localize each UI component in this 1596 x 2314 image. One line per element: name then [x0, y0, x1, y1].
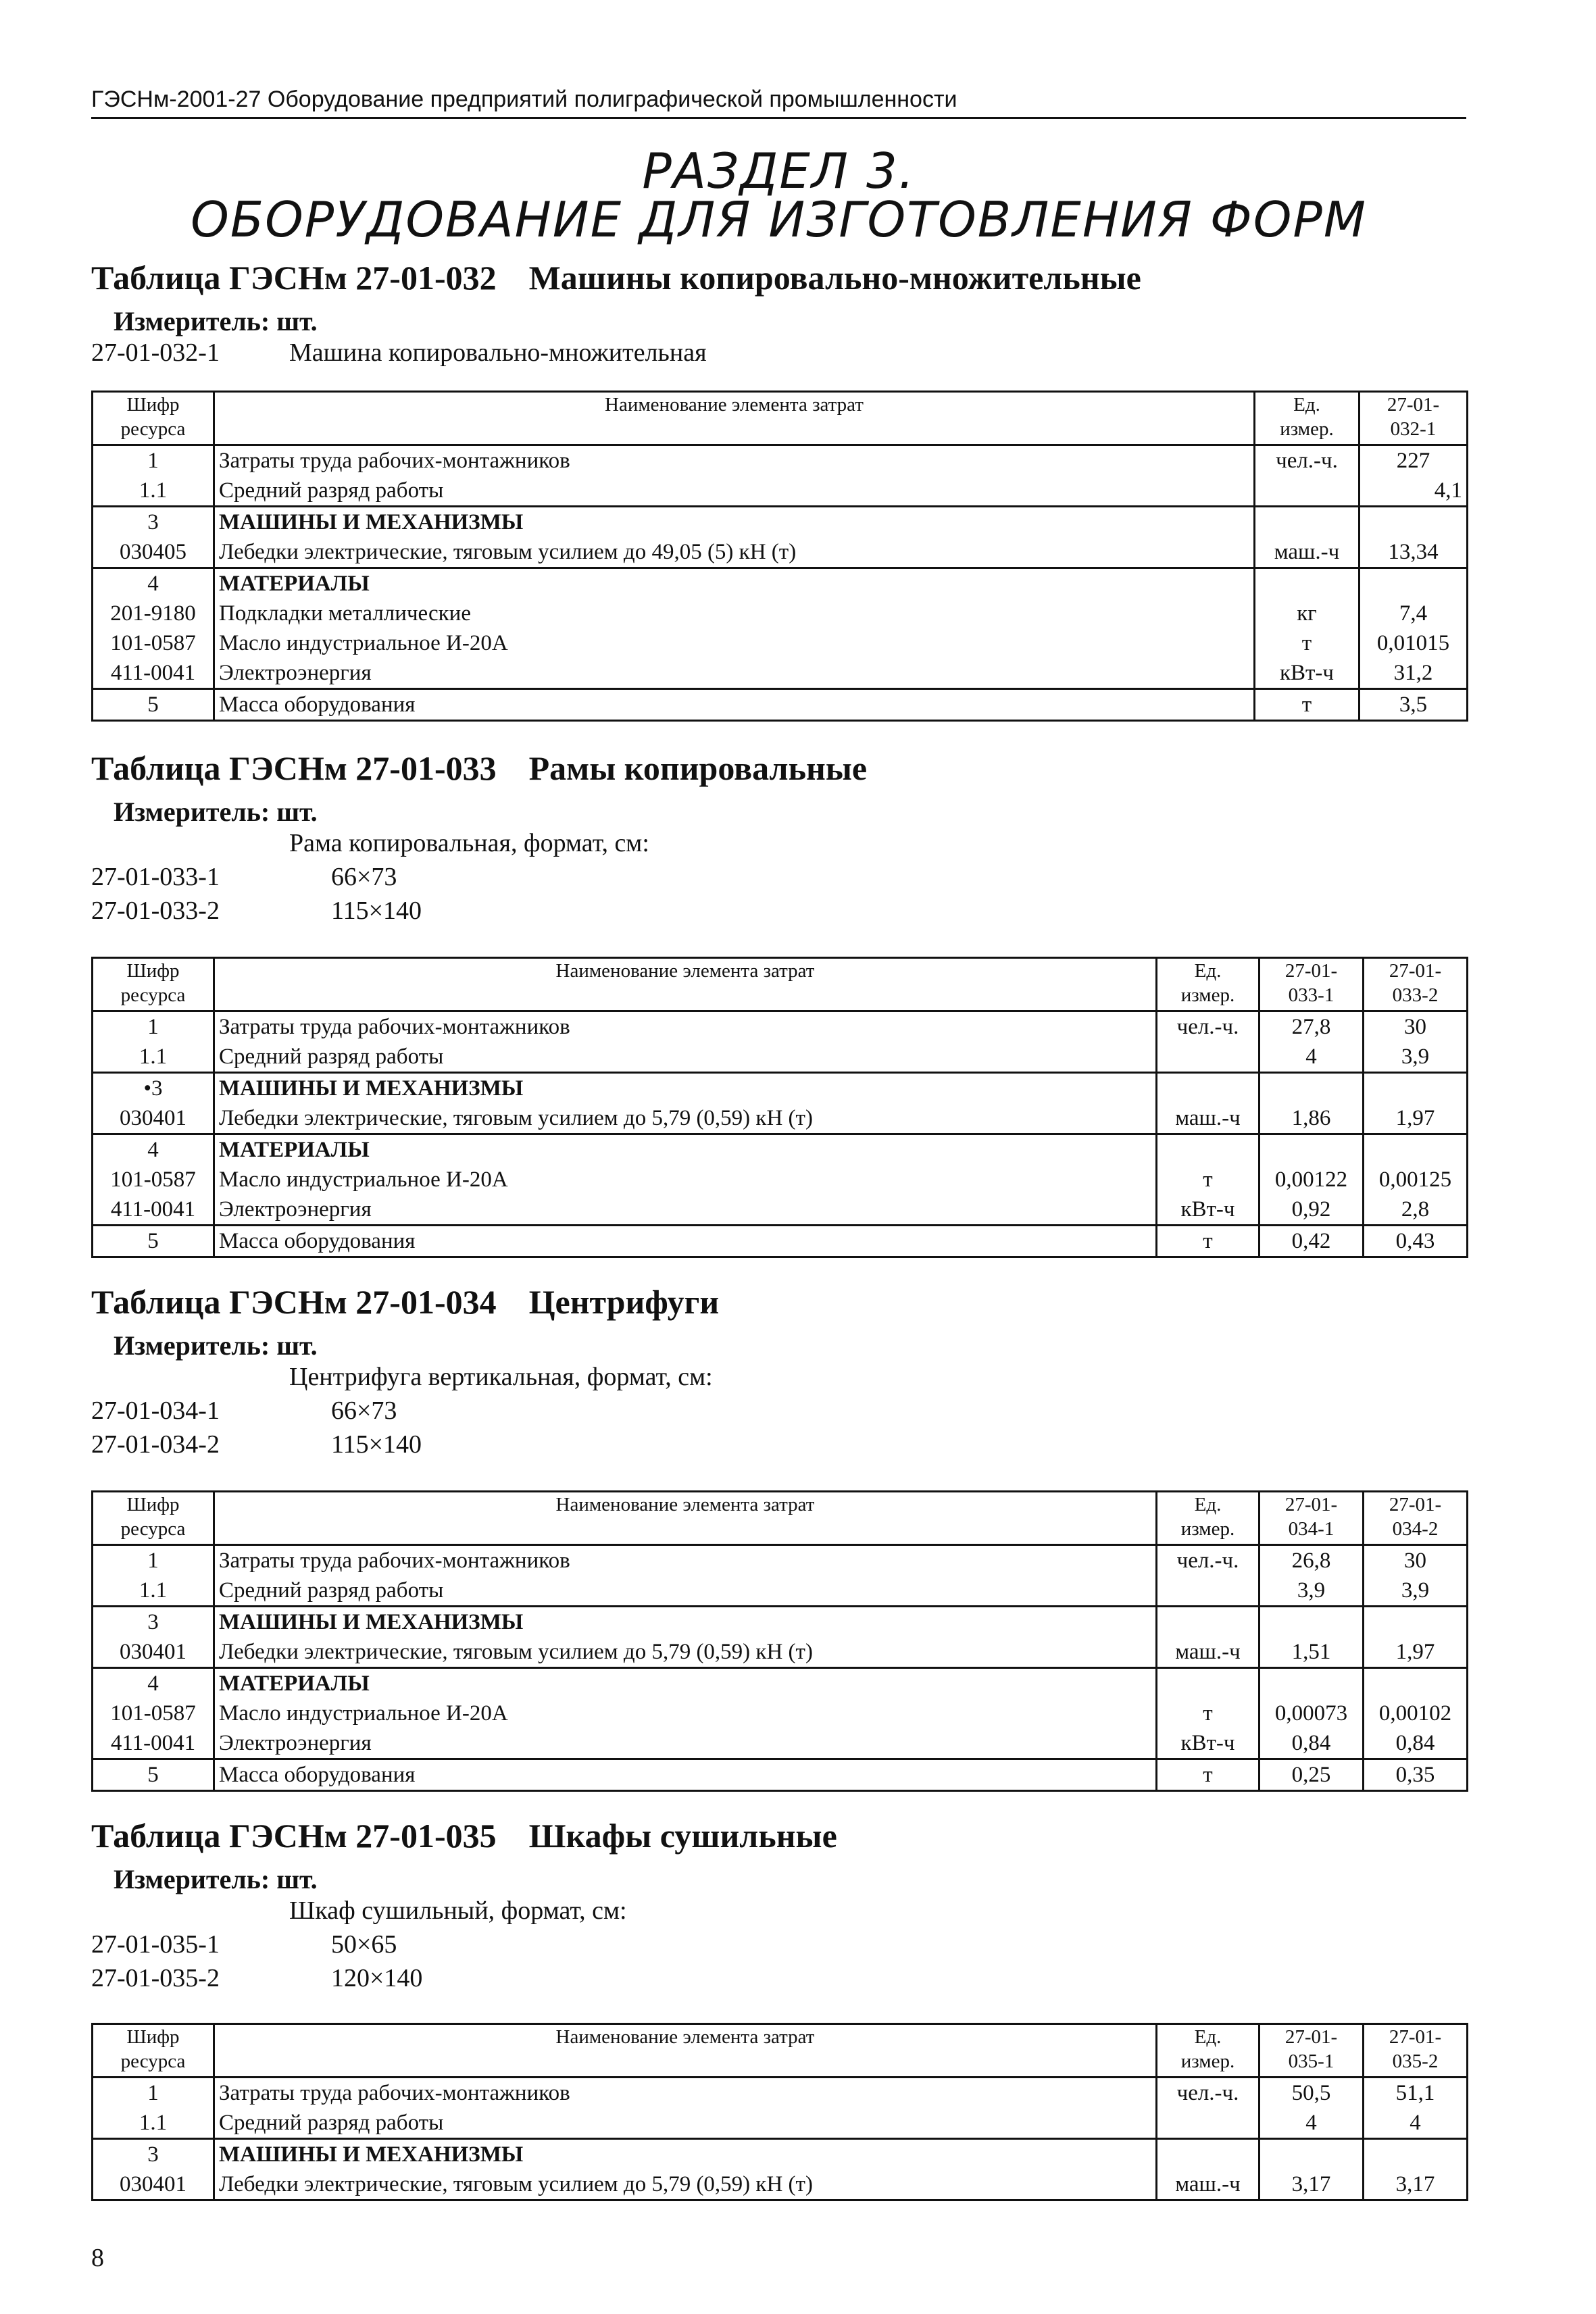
item-name: 115×140: [331, 1430, 422, 1459]
row-value: [1360, 507, 1468, 538]
table-heading: [91, 1282, 719, 1322]
row-value: 50,5: [1260, 2078, 1364, 2109]
row-name: Затраты труда рабочих-монтажников: [214, 2078, 1157, 2109]
row-unit: [1157, 1576, 1260, 1607]
row-value: 0,25: [1260, 1759, 1364, 1791]
table-row: [93, 689, 1468, 721]
header-unit: Ед. измер.: [1157, 2024, 1260, 2078]
table-id: Таблица ГЭСНм 27-01-032: [91, 259, 497, 297]
table-row: [93, 1073, 1468, 1104]
row-unit: [1157, 1668, 1260, 1699]
row-name: Средний разряд работы: [214, 2108, 1157, 2139]
table-row: [93, 1728, 1468, 1759]
table-id: Таблица ГЭСНм 27-01-035: [91, 1817, 497, 1855]
row-name: Средний разряд работы: [214, 1042, 1157, 1073]
table-heading: [91, 258, 1141, 297]
header-unit: Ед. измер.: [1157, 958, 1260, 1011]
row-name: МАШИНЫ И МЕХАНИЗМЫ: [214, 1607, 1157, 1638]
row-unit: кг: [1255, 599, 1360, 628]
item-description: Шкаф сушильный, формат, см:: [289, 1896, 627, 1925]
running-head: ГЭСНм-2001-27 Оборудование предприятий полиграфической промышленности: [91, 86, 1466, 119]
row-code: 4: [93, 568, 214, 599]
row-code: 3: [93, 507, 214, 538]
row-unit: чел.-ч.: [1157, 1011, 1260, 1042]
row-value: 26,8: [1260, 1545, 1364, 1576]
row-code: 1.1: [93, 1042, 214, 1073]
item-name: 115×140: [331, 897, 422, 925]
norm-table-032: [91, 391, 1468, 722]
table-row: [93, 445, 1468, 476]
header-code: Шифр ресурса: [93, 958, 214, 1011]
row-unit: маш.-ч: [1157, 1637, 1260, 1668]
item-code: 27-01-032-1: [91, 338, 220, 367]
row-code: 1.1: [93, 1576, 214, 1607]
row-code: 101-0587: [93, 628, 214, 658]
table-row: [93, 1668, 1468, 1699]
row-name: Средний разряд работы: [214, 1576, 1157, 1607]
row-unit: [1157, 2139, 1260, 2170]
table-row: [93, 1194, 1468, 1226]
row-unit: [1157, 1134, 1260, 1165]
item-name: 120×140: [331, 1964, 423, 1992]
row-name: Средний разряд работы: [214, 476, 1255, 507]
header-norm: 27-01- 035-2: [1364, 2024, 1468, 2078]
row-unit: чел.-ч.: [1157, 1545, 1260, 1576]
row-name: Масса оборудования: [214, 1226, 1157, 1257]
row-code: 201-9180: [93, 599, 214, 628]
row-code: 5: [93, 1226, 214, 1257]
row-unit: т: [1157, 1165, 1260, 1194]
row-value: 0,43: [1364, 1226, 1468, 1257]
row-unit: [1157, 2108, 1260, 2139]
header-norm: 27-01- 032-1: [1360, 392, 1468, 445]
row-value: 3,9: [1364, 1042, 1468, 1073]
row-value: 0,35: [1364, 1759, 1468, 1791]
item-code: 27-01-033-2: [91, 897, 220, 925]
row-value: 51,1: [1364, 2078, 1468, 2109]
row-code: 1: [93, 1011, 214, 1042]
row-unit: маш.-ч: [1255, 537, 1360, 568]
row-name: Масса оборудования: [214, 1759, 1157, 1791]
table-row: [93, 1759, 1468, 1791]
row-value: 4: [1260, 1042, 1364, 1073]
table-row: [93, 1226, 1468, 1257]
item-description: Рама копировальная, формат, см:: [289, 829, 649, 857]
table-row: [93, 1576, 1468, 1607]
meter-label: Измеритель: шт.: [114, 1864, 318, 1894]
row-value: 0,84: [1260, 1728, 1364, 1759]
row-value: 31,2: [1360, 658, 1468, 689]
row-value: 3,9: [1260, 1576, 1364, 1607]
row-value: 0,00102: [1364, 1699, 1468, 1728]
table-row: [93, 1607, 1468, 1638]
table-row: [93, 476, 1468, 507]
row-value: 2,8: [1364, 1194, 1468, 1226]
table-header-row: [93, 2024, 1468, 2078]
row-code: 3: [93, 1607, 214, 1638]
table-title: Рамы копировальные: [528, 749, 868, 787]
row-code: •3: [93, 1073, 214, 1104]
header-name: Наименование элемента затрат: [214, 958, 1157, 1011]
row-value: 4: [1364, 2108, 1468, 2139]
row-value: 1,97: [1364, 1637, 1468, 1668]
row-unit: [1157, 1073, 1260, 1104]
header-code: Шифр ресурса: [93, 2024, 214, 2078]
table-header-row: [93, 958, 1468, 1011]
row-value: 30: [1364, 1011, 1468, 1042]
row-unit: [1157, 1042, 1260, 1073]
row-value: [1364, 1668, 1468, 1699]
row-code: 411-0041: [93, 1194, 214, 1226]
table-row: [93, 2108, 1468, 2139]
row-unit: [1255, 476, 1360, 507]
header-norm: 27-01- 034-2: [1364, 1492, 1468, 1545]
row-unit: маш.-ч: [1157, 1103, 1260, 1134]
table-row: [93, 1637, 1468, 1668]
table-row: [93, 568, 1468, 599]
row-name: Затраты труда рабочих-монтажников: [214, 1545, 1157, 1576]
header-norm: 27-01- 033-2: [1364, 958, 1468, 1011]
table-id: Таблица ГЭСНм 27-01-033: [91, 749, 497, 787]
row-value: 3,5: [1360, 689, 1468, 721]
row-code: 1: [93, 445, 214, 476]
table-header-row: [93, 1492, 1468, 1545]
header-norm: 27-01- 034-1: [1260, 1492, 1364, 1545]
row-code: 030401: [93, 1103, 214, 1134]
table-row: [93, 2139, 1468, 2170]
row-code: 030401: [93, 2169, 214, 2200]
row-value: [1364, 1134, 1468, 1165]
table-row: [93, 658, 1468, 689]
table-row: [93, 1042, 1468, 1073]
row-value: 3,17: [1260, 2169, 1364, 2200]
row-code: 5: [93, 689, 214, 721]
row-code: 030405: [93, 537, 214, 568]
row-value: [1260, 2139, 1364, 2170]
header-code: Шифр ресурса: [93, 1492, 214, 1545]
row-name: Подкладки металлические: [214, 599, 1255, 628]
meter-label: Измеритель: шт.: [114, 797, 318, 827]
item-code: 27-01-035-2: [91, 1964, 220, 1992]
section-title-line1: РАЗДЕЛ 3.: [642, 143, 916, 199]
row-value: 1,97: [1364, 1103, 1468, 1134]
table-row: [93, 2169, 1468, 2200]
page-number: 8: [91, 2244, 104, 2272]
row-name: МАТЕРИАЛЫ: [214, 568, 1255, 599]
header-norm: 27-01- 033-1: [1260, 958, 1364, 1011]
header-unit: Ед. измер.: [1157, 1492, 1260, 1545]
header-unit: Ед. измер.: [1255, 392, 1360, 445]
table-row: [93, 1545, 1468, 1576]
table-heading: [91, 1816, 837, 1855]
item-description: Центрифуга вертикальная, формат, см:: [289, 1363, 713, 1391]
row-value: [1364, 2139, 1468, 2170]
item-name: 66×73: [331, 863, 397, 891]
row-unit: кВт-ч: [1157, 1728, 1260, 1759]
row-name: Лебедки электрические, тяговым усилием до 5,79 (0,59) кН (т): [214, 2169, 1157, 2200]
header-code: Шифр ресурса: [93, 392, 214, 445]
row-name: Электроэнергия: [214, 1194, 1157, 1226]
table-row: [93, 1699, 1468, 1728]
item-code: 27-01-034-2: [91, 1430, 220, 1459]
row-value: 0,01015: [1360, 628, 1468, 658]
row-value: 30: [1364, 1545, 1468, 1576]
table-row: [93, 628, 1468, 658]
table-heading: [91, 749, 867, 788]
row-value: 3,17: [1364, 2169, 1468, 2200]
row-name: МАТЕРИАЛЫ: [214, 1134, 1157, 1165]
row-unit: [1255, 507, 1360, 538]
row-name: МАШИНЫ И МЕХАНИЗМЫ: [214, 507, 1255, 538]
row-name: Лебедки электрические, тяговым усилием до 49,05 (5) кН (т): [214, 537, 1255, 568]
item-code: 27-01-033-1: [91, 863, 220, 891]
row-name: Лебедки электрические, тяговым усилием до 5,79 (0,59) кН (т): [214, 1637, 1157, 1668]
header-name: Наименование элемента затрат: [214, 1492, 1157, 1545]
meter-label: Измеритель: шт.: [114, 1330, 318, 1361]
row-unit: чел.-ч.: [1255, 445, 1360, 476]
row-unit: кВт-ч: [1157, 1194, 1260, 1226]
row-unit: т: [1255, 628, 1360, 658]
row-code: 101-0587: [93, 1165, 214, 1194]
meter-label: Измеритель: шт.: [114, 306, 318, 336]
table-row: [93, 507, 1468, 538]
row-name: МАШИНЫ И МЕХАНИЗМЫ: [214, 1073, 1157, 1104]
norm-table-034: [91, 1490, 1468, 1792]
row-name: Масса оборудования: [214, 689, 1255, 721]
row-value: 0,42: [1260, 1226, 1364, 1257]
table-row: [93, 599, 1468, 628]
row-unit: т: [1255, 689, 1360, 721]
row-value: 0,92: [1260, 1194, 1364, 1226]
row-unit: [1157, 1607, 1260, 1638]
row-value: [1360, 568, 1468, 599]
row-value: [1260, 1073, 1364, 1104]
row-name: МАТЕРИАЛЫ: [214, 1668, 1157, 1699]
table-row: [93, 2078, 1468, 2109]
row-code: 4: [93, 1134, 214, 1165]
row-unit: кВт-ч: [1255, 658, 1360, 689]
row-value: 27,8: [1260, 1011, 1364, 1042]
table-row: [93, 537, 1468, 568]
norm-table-035: [91, 2023, 1468, 2201]
row-value: 0,00125: [1364, 1165, 1468, 1194]
header-norm: 27-01- 035-1: [1260, 2024, 1364, 2078]
table-row: [93, 1011, 1468, 1042]
row-value: 0,84: [1364, 1728, 1468, 1759]
table-row: [93, 1165, 1468, 1194]
table-title: Шкафы сушильные: [528, 1817, 837, 1855]
row-value: [1364, 1073, 1468, 1104]
row-unit: маш.-ч: [1157, 2169, 1260, 2200]
row-value: 1,51: [1260, 1637, 1364, 1668]
row-unit: т: [1157, 1226, 1260, 1257]
row-value: [1260, 1134, 1364, 1165]
row-name: Масло индустриальное И-20А: [214, 1165, 1157, 1194]
norm-table-033: [91, 957, 1468, 1258]
table-title: Машины копировально-множительные: [528, 259, 1141, 297]
row-name: Масло индустриальное И-20А: [214, 628, 1255, 658]
row-value: 1,86: [1260, 1103, 1364, 1134]
row-name: МАШИНЫ И МЕХАНИЗМЫ: [214, 2139, 1157, 2170]
row-code: 411-0041: [93, 1728, 214, 1759]
header-name: Наименование элемента затрат: [214, 392, 1255, 445]
row-name: Электроэнергия: [214, 658, 1255, 689]
row-name: Электроэнергия: [214, 1728, 1157, 1759]
row-name: Масло индустриальное И-20А: [214, 1699, 1157, 1728]
row-code: 1.1: [93, 476, 214, 507]
row-name: Затраты труда рабочих-монтажников: [214, 445, 1255, 476]
row-value: 4,1: [1360, 476, 1468, 507]
table-title: Центрифуги: [528, 1283, 720, 1321]
row-unit: чел.-ч.: [1157, 2078, 1260, 2109]
table-id: Таблица ГЭСНм 27-01-034: [91, 1283, 497, 1321]
item-name: Машина копировально-множительная: [289, 338, 707, 367]
row-code: 1: [93, 1545, 214, 1576]
row-value: 13,34: [1360, 537, 1468, 568]
row-code: 1.1: [93, 2108, 214, 2139]
row-unit: [1255, 568, 1360, 599]
row-unit: т: [1157, 1759, 1260, 1791]
row-value: 7,4: [1360, 599, 1468, 628]
row-value: [1260, 1607, 1364, 1638]
row-code: 3: [93, 2139, 214, 2170]
row-code: 411-0041: [93, 658, 214, 689]
row-unit: т: [1157, 1699, 1260, 1728]
item-code: 27-01-035-1: [91, 1930, 220, 1959]
table-row: [93, 1103, 1468, 1134]
row-code: 101-0587: [93, 1699, 214, 1728]
row-code: 5: [93, 1759, 214, 1791]
table-header-row: [93, 392, 1468, 445]
row-name: Затраты труда рабочих-монтажников: [214, 1011, 1157, 1042]
row-code: 4: [93, 1668, 214, 1699]
row-value: 0,00122: [1260, 1165, 1364, 1194]
row-value: 4: [1260, 2108, 1364, 2139]
item-name: 50×65: [331, 1930, 397, 1959]
section-title-line2: ОБОРУДОВАНИЕ ДЛЯ ИЗГОТОВЛЕНИЯ ФОРМ: [191, 191, 1367, 248]
row-value: [1364, 1607, 1468, 1638]
item-name: 66×73: [331, 1397, 397, 1425]
row-value: [1260, 1668, 1364, 1699]
row-code: 1: [93, 2078, 214, 2109]
row-name: Лебедки электрические, тяговым усилием до 5,79 (0,59) кН (т): [214, 1103, 1157, 1134]
item-code: 27-01-034-1: [91, 1397, 220, 1425]
header-name: Наименование элемента затрат: [214, 2024, 1157, 2078]
row-value: 227: [1360, 445, 1468, 476]
row-value: 3,9: [1364, 1576, 1468, 1607]
row-value: 0,00073: [1260, 1699, 1364, 1728]
row-code: 030401: [93, 1637, 214, 1668]
table-row: [93, 1134, 1468, 1165]
